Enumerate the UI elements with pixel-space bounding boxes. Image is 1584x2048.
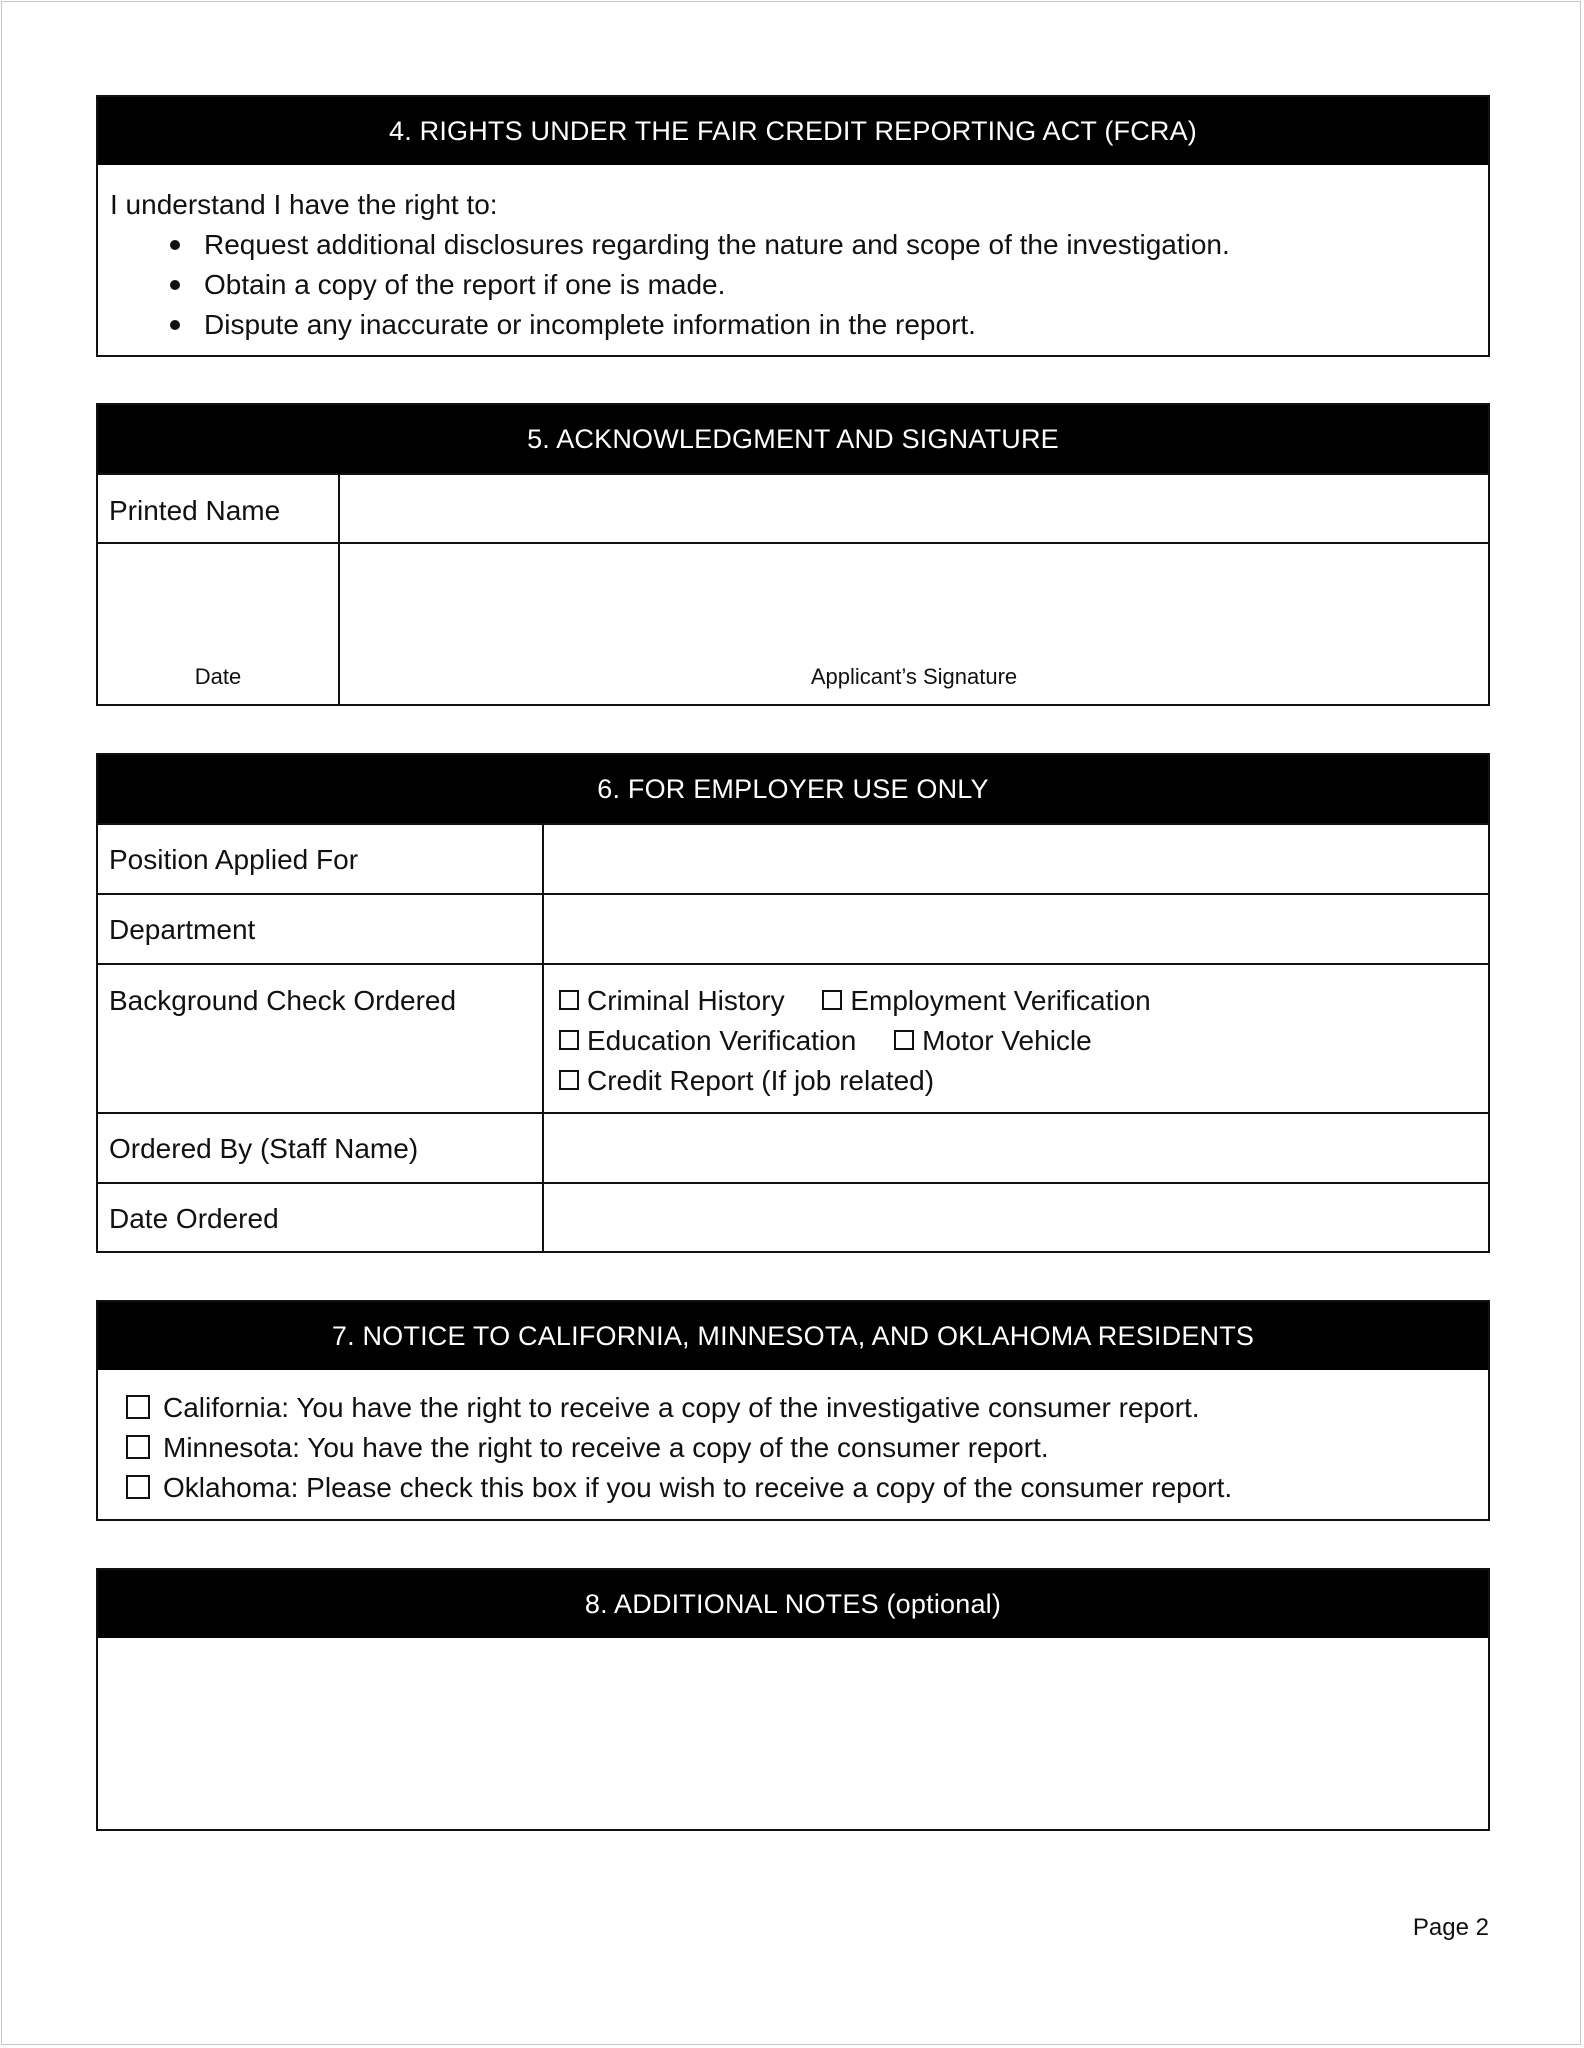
fcra-rights-content	[98, 165, 1488, 345]
date-field[interactable]	[98, 544, 338, 704]
fcra-rights-list	[110, 225, 1476, 345]
printed-name-row	[98, 473, 1488, 542]
background-check-label: Background Check Ordered	[109, 985, 457, 1016]
section-6-title: 6. FOR EMPLOYER USE ONLY	[98, 755, 1488, 823]
fcra-right-item: Dispute any inaccurate or incomplete information in the report.	[110, 305, 1476, 345]
state-notice-section	[96, 1300, 1490, 1521]
additional-notes-field[interactable]	[98, 1638, 1488, 1829]
printed-name-label: Printed Name	[109, 495, 281, 526]
fcra-intro: I understand I have the right to:	[110, 189, 498, 220]
employment-verification-label: Employment Verification	[850, 985, 1151, 1016]
position-label: Position Applied For	[109, 844, 359, 875]
signature-field[interactable]	[338, 544, 1488, 704]
ordered-by-label: Ordered By (Staff Name)	[109, 1133, 419, 1164]
criminal-history-checkbox[interactable]	[559, 981, 785, 1021]
background-check-options	[542, 965, 1488, 1112]
position-row	[98, 823, 1488, 893]
date-ordered-label: Date Ordered	[109, 1203, 279, 1234]
checkbox-icon	[559, 1030, 579, 1050]
date-ordered-field[interactable]	[542, 1184, 1488, 1252]
section-5-title: 5. ACKNOWLEDGMENT AND SIGNATURE	[98, 405, 1488, 473]
department-field[interactable]	[542, 895, 1488, 963]
section-8-title: 8. ADDITIONAL NOTES (optional)	[98, 1570, 1488, 1638]
checkbox-icon	[822, 990, 842, 1010]
checkbox-icon	[126, 1475, 150, 1499]
minnesota-notice-label: Minnesota: You have the right to receive a copy of the consumer report.	[163, 1432, 1049, 1463]
date-ordered-row	[98, 1182, 1488, 1252]
printed-name-field[interactable]	[338, 475, 1488, 542]
background-check-row	[98, 963, 1488, 1112]
state-notice-list	[98, 1370, 1488, 1508]
signature-label: Applicant’s Signature	[810, 664, 1018, 689]
credit-report-checkbox[interactable]	[559, 1061, 934, 1101]
department-label: Department	[109, 914, 256, 945]
checkbox-icon	[126, 1395, 150, 1419]
employment-verification-checkbox[interactable]	[822, 981, 1150, 1021]
position-field[interactable]	[542, 825, 1488, 893]
motor-vehicle-label: Motor Vehicle	[922, 1025, 1092, 1056]
oklahoma-notice-checkbox[interactable]	[126, 1468, 1488, 1508]
section-7-title: 7. NOTICE TO CALIFORNIA, MINNESOTA, AND OKLAHOMA RESIDENTS	[98, 1302, 1488, 1370]
department-row	[98, 893, 1488, 963]
education-verification-checkbox[interactable]	[559, 1021, 856, 1061]
ordered-by-field[interactable]	[542, 1114, 1488, 1182]
checkbox-icon	[559, 1070, 579, 1090]
criminal-history-label: Criminal History	[587, 985, 785, 1016]
acknowledgment-section	[96, 403, 1490, 706]
motor-vehicle-checkbox[interactable]	[894, 1021, 1092, 1061]
date-label: Date	[194, 664, 242, 689]
employer-use-section	[96, 753, 1490, 1253]
page-number: Page 2	[1412, 1914, 1489, 1941]
signature-row	[98, 542, 1488, 704]
education-verification-label: Education Verification	[587, 1025, 857, 1056]
california-notice-checkbox[interactable]	[126, 1388, 1488, 1428]
ordered-by-row	[98, 1112, 1488, 1182]
checkbox-icon	[559, 990, 579, 1010]
additional-notes-section	[96, 1568, 1490, 1831]
checkbox-icon	[894, 1030, 914, 1050]
minnesota-notice-checkbox[interactable]	[126, 1428, 1488, 1468]
california-notice-label: California: You have the right to receive a copy of the investigative consumer report.	[163, 1392, 1200, 1423]
checkbox-icon	[126, 1435, 150, 1459]
fcra-rights-section	[96, 95, 1490, 357]
fcra-right-item: Request additional disclosures regarding the nature and scope of the investigation.	[110, 225, 1476, 265]
section-4-title: 4. RIGHTS UNDER THE FAIR CREDIT REPORTING ACT (FCRA)	[98, 97, 1488, 165]
credit-report-label: Credit Report (If job related)	[587, 1065, 935, 1096]
fcra-right-item: Obtain a copy of the report if one is made.	[110, 265, 1476, 305]
oklahoma-notice-label: Oklahoma: Please check this box if you wish to receive a copy of the consumer report.	[163, 1472, 1233, 1503]
